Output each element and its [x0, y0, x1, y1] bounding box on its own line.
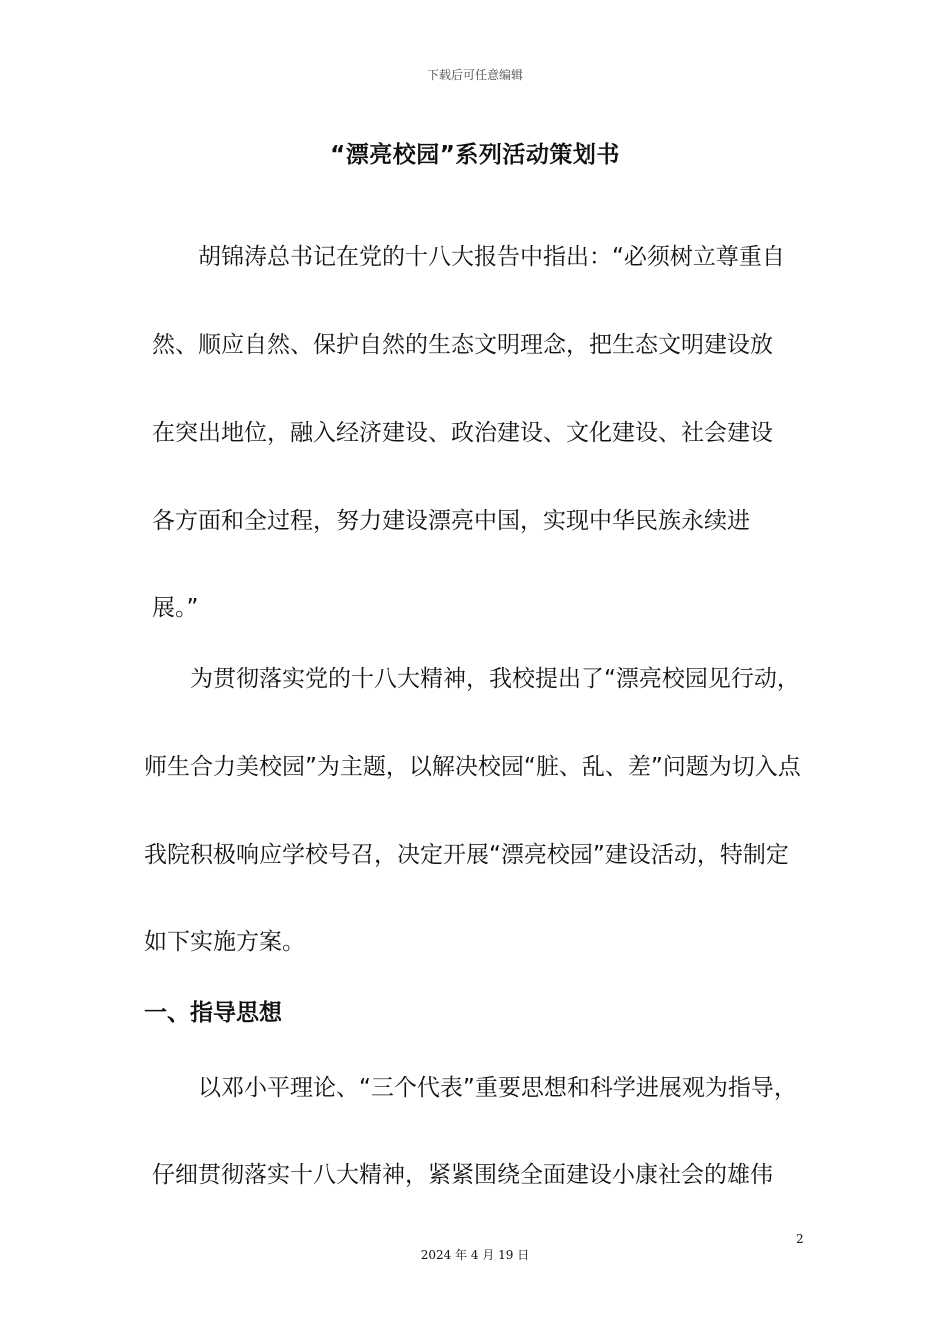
footer-date: 2024 年 4 月 19 日: [420, 1248, 530, 1262]
paragraph-line: 胡锦涛总书记在党的十八大报告中指出：“必须树立尊重自: [198, 244, 785, 270]
paragraph-line: 然、顺应自然、保护自然的生态文明理念，把生态文明建设放: [152, 332, 773, 358]
paragraph-line: 师生合力美校园”为主题，以解决校园“脏、乱、差”问题为切入点: [144, 754, 801, 780]
paragraph-line: 在突出地位，融入经济建设、政治建设、文化建设、社会建设: [152, 420, 773, 446]
header-note: 下载后可任意编辑: [426, 68, 523, 82]
paragraph-line: 仔细贯彻落实十八大精神，紧紧围绕全面建设小康社会的雄伟: [152, 1162, 773, 1188]
document-title: “漂亮校园”系列活动策划书: [330, 142, 620, 168]
page-number: 2: [796, 1232, 804, 1246]
paragraph-line: 为贯彻落实党的十八大精神，我校提出了“漂亮校园见行动，: [190, 666, 800, 692]
paragraph-line: 展。”: [152, 595, 199, 621]
paragraph-line: 如下实施方案。: [144, 929, 305, 955]
section-heading: 一、指导思想: [144, 1000, 282, 1026]
paragraph-line: 我院积极响应学校号召，决定开展“漂亮校园”建设活动，特制定: [144, 842, 789, 868]
paragraph-line: 各方面和全过程，努力建设漂亮中国，实现中华民族永续进: [152, 508, 750, 534]
paragraph-line: 以邓小平理论、“三个代表”重要思想和科学进展观为指导，: [198, 1075, 797, 1101]
